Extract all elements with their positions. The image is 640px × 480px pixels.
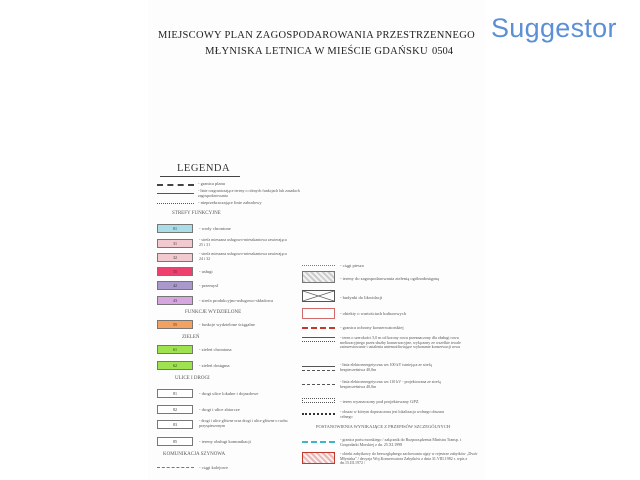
legend-label: - granica planu xyxy=(198,181,225,186)
legend-label: - obszar w którym dopuszczona jest lokalizacja wolnego obszaru celnego xyxy=(340,409,444,419)
pedestrian-path-symbol xyxy=(302,265,335,266)
plan-title-line1: MIEJSCOWY PLAN ZAGOSPODAROWANIA PRZESTRZENNEGO xyxy=(157,30,476,41)
section-header-postulated: POSTANOWIENIA WYNIKAJĄCE Z PRZEPISÓW SZCZEGÓLNYCH xyxy=(316,424,450,429)
legend-swatch: 62 xyxy=(157,361,193,370)
watermark-logo: Suggestor xyxy=(491,13,617,43)
legend-label: - obiekty o wartościach kulturowych xyxy=(340,311,406,316)
section-header-rail: KOMUNIKACJA SZYNOWA xyxy=(163,452,226,457)
legend-swatch: 32 xyxy=(157,253,193,262)
legend-label: - zieleń dostępna xyxy=(199,363,230,368)
legend-label: - tereny obsługi komunikacji xyxy=(199,439,251,444)
gpz-symbol xyxy=(302,398,335,403)
power-line-existing-symbol-2 xyxy=(302,370,335,371)
cultural-object-symbol xyxy=(302,308,335,319)
legend-label: - strefa mieszana usługowo-mieszkaniowa zawierająca 24 i 32 xyxy=(199,251,287,261)
power-line-planned-symbol xyxy=(302,384,335,385)
legend-label: - drogi ulice lokalne i dojazdowe xyxy=(199,391,259,396)
legend-swatch: 31 xyxy=(157,239,193,248)
legend-label: - nieprzekraczające linie zabudowy xyxy=(198,200,262,205)
plan-title-line2: MŁYNISKA LETNICA W MIEŚCIE GDAŃSKU xyxy=(205,46,428,57)
dividing-line-symbol xyxy=(157,193,194,194)
legend-label: - drogi i ulice główne oraz drogi i ulice główne o ruchu przyspieszonym xyxy=(199,418,288,428)
section-header-functional: STREFY FUNKCYJNE xyxy=(172,211,221,216)
legend-title: LEGENDA xyxy=(177,163,231,174)
public-green-hatch-symbol xyxy=(302,271,335,283)
legend-swatch: 61 xyxy=(157,345,193,354)
legend-swatch: 81 xyxy=(157,389,193,398)
rail-line-symbol xyxy=(157,467,194,468)
left-margin xyxy=(0,0,148,480)
legend-label: - tereny do zagospodarowania zielenią ogólnodostępną xyxy=(340,276,439,281)
legend-label: - obiekt zabytkowy do bezwzględnego zachowania ujęty w rejestrze zabytków „Dwór Młyniska" / decyzja Woj.Konserwatora Zabytków z dnia 31.VIII.1982 r. wpis z dn.15.III.1972 / xyxy=(340,451,478,465)
legend-label: - linia elektroenergetyczna wn 100 kV istniejąca ze strefą bezpieczeństwa 40,0m xyxy=(340,362,432,372)
legend-swatch: 35 xyxy=(157,267,193,276)
legend-label: - przemysł xyxy=(199,283,219,288)
legend-label: - strefa mieszana usługowo-mieszkaniowa zawierająca 25 i 31 xyxy=(199,237,287,247)
section-header-green: ZIELEŃ xyxy=(182,335,200,340)
legend-label: - strefa produkcyjno-usługowo-składowa xyxy=(199,298,273,303)
building-line-symbol xyxy=(157,203,194,204)
legend-label: - wody chronione xyxy=(199,226,231,231)
legend-label: - teren wyznaczony pod projektowany GPZ xyxy=(340,399,419,404)
legend-label: - drogi i ulice zbiorcze xyxy=(199,407,240,412)
legend-swatch: 43 xyxy=(157,296,193,305)
legend-swatch: 55 xyxy=(157,320,193,329)
power-line-existing-symbol xyxy=(302,366,335,367)
customs-area-symbol xyxy=(302,413,335,415)
legend-label: - ciągi pieszo xyxy=(340,263,364,268)
section-header-streets: ULICE I DROGI xyxy=(175,376,210,381)
demolition-symbol xyxy=(302,290,335,302)
legend-label: - linie rozgraniczające tereny o różnych funkcjach lub zasadach zagospodarowania xyxy=(198,188,300,198)
legend-label: - zieleń chroniona xyxy=(199,347,232,352)
legend-swatch: 83 xyxy=(157,420,193,429)
section-header-designated: FUNKCJE WYDZIELONE xyxy=(185,310,242,315)
cross-icon xyxy=(303,291,334,301)
legend-swatch: 01 xyxy=(157,224,193,233)
legend-label: - linia elektroenergetyczna wn 110 kV - projektowana ze strefą bezpieczeństwa 40,0m xyxy=(340,379,441,389)
right-margin xyxy=(485,0,640,480)
legend-swatch: 85 xyxy=(157,437,193,446)
conservation-boundary-symbol xyxy=(302,327,335,329)
plan-number: 0504 xyxy=(432,46,453,57)
port-boundary-symbol xyxy=(302,441,335,443)
legend-label: - ciągi kolejowe xyxy=(199,465,228,470)
legend-swatch: 82 xyxy=(157,405,193,414)
legend-label: - granica ochrony konserwatorskiej xyxy=(340,325,404,330)
legend-title-underline xyxy=(160,176,240,177)
legend-label: - funkcje wydzielone ściągalne xyxy=(199,322,255,327)
legend-label: - granica portu morskiego / załącznik do Rozporządzenia Ministra Transp. i Gospodarki Morskiej z dn. 25.XI.1998 xyxy=(340,437,461,447)
legend-label: - budynki do likwidacji xyxy=(340,295,383,300)
legend-label: - teren o szerokości 5,0 m od korony rowu przeznaczony dla obsługi rowu melioracyjnego przez służby konserwacyjne, wyłączony ze wszelkie trwale zainwestowanie i ustalenia uniemożliwiające wykonanie konserwacji rowu xyxy=(340,335,461,349)
heritage-object-symbol xyxy=(302,452,335,464)
legend-swatch: 42 xyxy=(157,281,193,290)
ditch-strip-symbol xyxy=(302,337,335,342)
legend-label: - usługi xyxy=(199,269,213,274)
plan-boundary-line xyxy=(157,184,194,186)
